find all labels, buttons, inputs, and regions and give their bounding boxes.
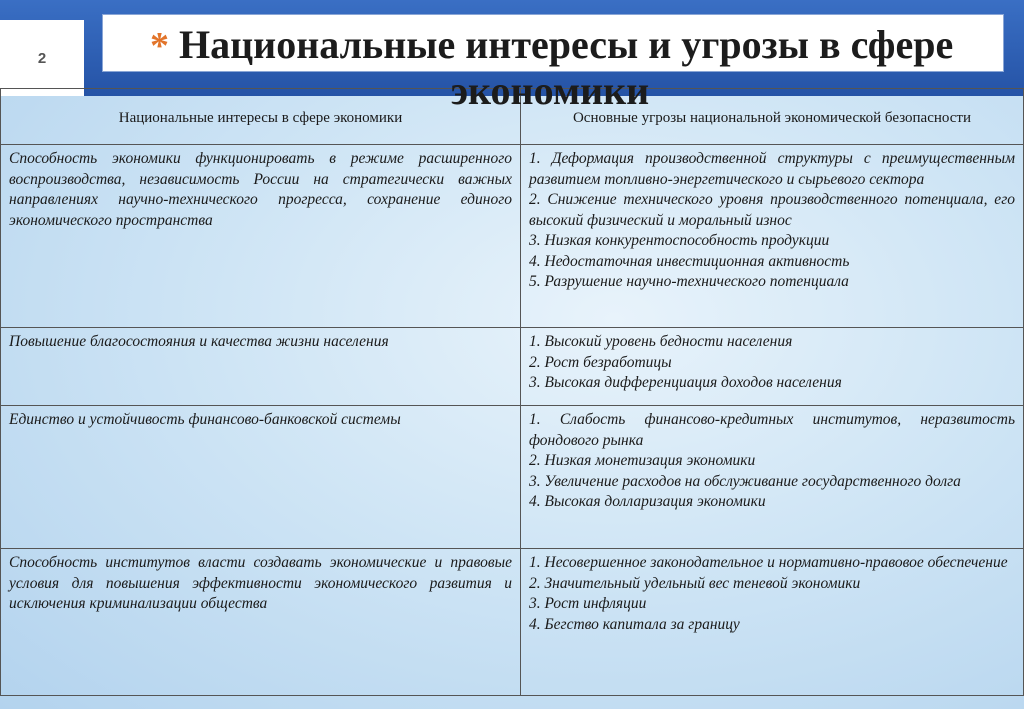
threats-cell bbox=[521, 145, 1024, 328]
threat-item: 4. Бегство капитала за границу bbox=[529, 615, 740, 633]
table-row bbox=[1, 328, 1024, 406]
interest-cell: Способность институтов власти создавать экономические и правовые условия для повышения эффективности экономического развития и исключения криминализации общества bbox=[1, 549, 521, 696]
threats-cell bbox=[521, 328, 1024, 406]
interest-cell: Способность экономики функционировать в режиме расширенного воспроизводства, независимость России на стратегически важных направлениях научно-технического прогресса, сохранение единого экономического пространства bbox=[1, 145, 521, 328]
header-threats: Основные угрозы национальной экономической безопасности bbox=[521, 89, 1024, 145]
threat-item: 5. Разрушение научно-технического потенциала bbox=[529, 273, 849, 290]
threats-cell bbox=[521, 406, 1024, 549]
threat-item: 4. Высокая долларизация экономики bbox=[529, 493, 766, 510]
threat-item: 2. Значительный удельный вес теневой экономики bbox=[529, 574, 861, 592]
threat-item: 1. Высокий уровень бедности населения bbox=[529, 333, 793, 350]
threat-item: 1. Деформация производственной структуры с преимущественным развитием топливно-энергетического и сырьевого сектора bbox=[529, 150, 1015, 188]
threats-cell bbox=[521, 549, 1024, 696]
threat-item: 1. Несовершенное законодательное и нормативно-правовое обеспечение bbox=[529, 554, 1008, 571]
threat-item: 3. Рост инфляции bbox=[529, 595, 647, 612]
header-interests: Национальные интересы в сфере экономики bbox=[1, 89, 521, 145]
threat-item: 3. Увеличение расходов на обслуживание государственного долга bbox=[529, 472, 961, 490]
page-number: 2 bbox=[0, 20, 84, 96]
threat-item: 2. Рост безработицы bbox=[529, 353, 672, 371]
threat-item: 1. Слабость финансово-кредитных институтов, неразвитость фондового рынка bbox=[529, 411, 1015, 449]
threat-item: 4. Недостаточная инвестиционная активность bbox=[529, 252, 850, 270]
table-row bbox=[1, 549, 1024, 696]
threat-item: 3. Высокая дифференциация доходов населения bbox=[529, 374, 842, 391]
interest-cell: Единство и устойчивость финансово-банковской системы bbox=[1, 406, 521, 549]
title-line-1: Национальные интересы и угрозы в сфере bbox=[179, 22, 954, 67]
interest-cell: Повышение благосостояния и качества жизни населения bbox=[1, 328, 521, 406]
star-icon: * bbox=[150, 25, 169, 67]
threat-item: 2. Снижение технического уровня производственного потенциала, его высокий физический и моральный износ bbox=[529, 191, 1015, 229]
interests-threats-table bbox=[0, 88, 1024, 696]
threat-item: 3. Низкая конкурентоспособность продукции bbox=[529, 232, 830, 249]
threat-item: 2. Низкая монетизация экономики bbox=[529, 452, 756, 469]
table-row bbox=[1, 406, 1024, 549]
table-row bbox=[1, 145, 1024, 328]
title-line-2: экономики bbox=[450, 68, 650, 113]
